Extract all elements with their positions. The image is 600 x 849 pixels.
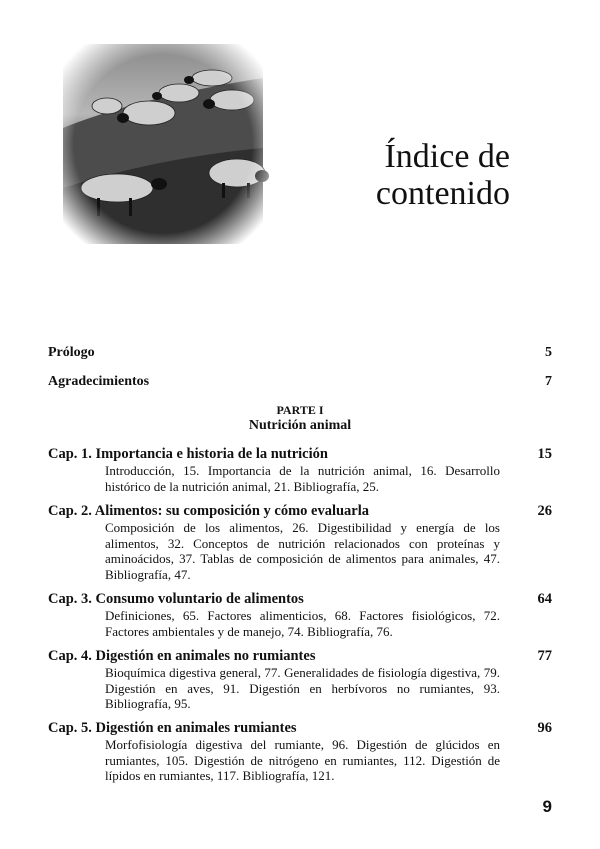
part-heading: [48, 402, 552, 434]
page-number: 9: [542, 797, 552, 816]
chapter-page: 15: [537, 446, 552, 462]
entry-label: Agradecimientos: [48, 374, 150, 389]
chapter-title: Cap. 5. Digestión en animales rumiantes: [48, 720, 297, 736]
toc-chapter: [48, 503, 552, 582]
title-line-2: contenido: [375, 175, 510, 212]
entry-page: 7: [545, 374, 552, 389]
chapter-title: Cap. 3. Consumo voluntario de alimentos: [48, 591, 304, 607]
toc-chapter: [48, 446, 552, 494]
chapter-page: 96: [537, 720, 552, 736]
toc-chapter: [48, 720, 552, 784]
part-title: Nutrición animal: [248, 418, 352, 433]
toc-chapter: [48, 648, 552, 712]
chapter-contents: Morfofisiología digestiva del rumiante, 96. Digestión de glúcidos en rumiantes, 105. Digestión de nitrógeno en rumiantes, 112. Digestión de lípidos en rumiantes, 117. Bibliografía, 121.: [105, 737, 500, 783]
chapter-page: 77: [537, 648, 552, 664]
part-label: PARTE I: [276, 403, 324, 417]
page-title: [330, 138, 510, 212]
toc-entry-acknowledgments: [48, 374, 552, 390]
chapter-contents: Definiciones, 65. Factores alimenticios, 68. Factores fisiológicos, 72. Factores ambientales y de manejo, 74. Bibliografía, 76.: [105, 608, 500, 639]
chapter-contents: Introducción, 15. Importancia de la nutrición animal, 16. Desarrollo histórico de la nutrición animal, 21. Bibliografía, 25.: [105, 463, 500, 494]
chapter-title: Cap. 4. Digestión en animales no rumiantes: [48, 648, 316, 664]
chapter-title: Cap. 2. Alimentos: su composición y cómo evaluarla: [48, 503, 370, 519]
chapter-contents: Bioquímica digestiva general, 77. Generalidades de fisiología digestiva, 79. Digestión en aves, 91. Digestión en herbívoros no rumiantes, 93. Bibliografía, 95.: [105, 665, 500, 711]
title-line-1: Índice de: [384, 138, 510, 175]
toc-chapter: [48, 591, 552, 639]
entry-page: 5: [545, 345, 552, 360]
chapter-page: 26: [537, 503, 552, 519]
chapter-contents: Composición de los alimentos, 26. Digestibilidad y energía de los alimentos, 32. Conceptos de nutrición relacionados con proteínas y aminoácidos, 37. Tablas de composición de alimentos para animales, 47. Bibliografía, 47.: [105, 520, 500, 582]
sheep-grazing-photo: [57, 38, 269, 250]
entry-label: Prólogo: [48, 345, 95, 360]
chapter-title: Cap. 1. Importancia e historia de la nutrición: [48, 446, 328, 462]
chapter-page: 64: [537, 591, 552, 607]
toc-entry-prologue: [48, 345, 552, 361]
